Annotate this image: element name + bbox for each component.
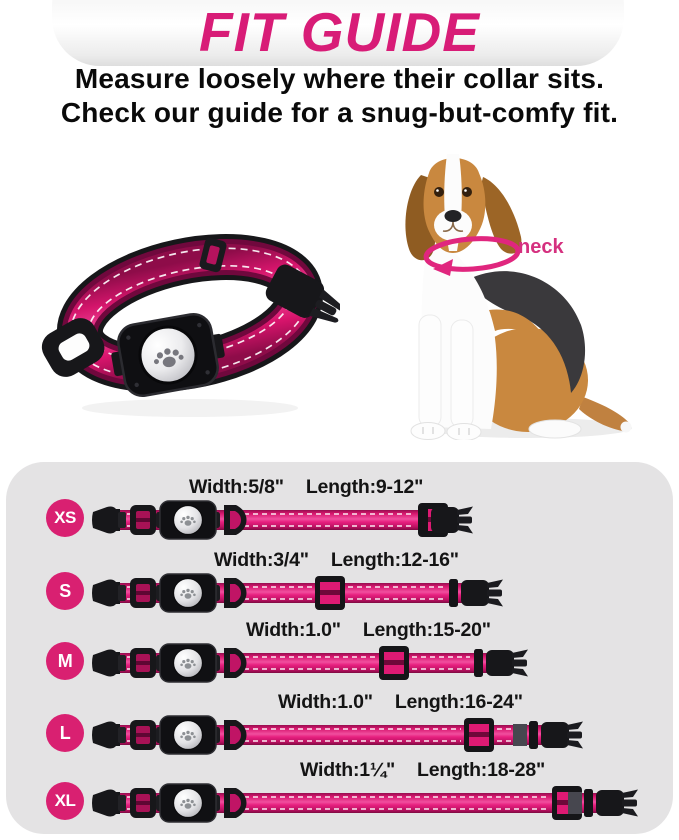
length-label-l: Length:16-24": [394, 691, 523, 713]
width-label-xl: Width:1¼": [300, 759, 396, 781]
collar-illustration-l: [92, 715, 585, 755]
dog-photo: [383, 145, 638, 440]
size-badge-xs: XS: [46, 499, 84, 537]
size-row-l: [6, 691, 673, 761]
collar-illustration-m: [92, 643, 530, 683]
width-label-l: Width:1.0": [278, 691, 373, 713]
collar-product-image: [40, 225, 340, 420]
size-chart-panel: [6, 462, 673, 834]
length-label-xs: Length:9-12": [305, 476, 424, 498]
size-row-xl: [6, 759, 673, 829]
size-row-s: [6, 549, 673, 619]
length-label-m: Length:15-20": [362, 619, 491, 641]
length-label-s: Length:12-16": [330, 549, 459, 571]
width-label-s: Width:3/4": [214, 549, 309, 571]
size-row-m: [6, 619, 673, 689]
collar-shadow: [82, 399, 298, 417]
subtitle-line-2: Check our guide for a snug-but-comfy fit.: [60, 97, 619, 129]
width-label-xs: Width:5/8": [189, 476, 284, 498]
size-badge-xl: XL: [46, 782, 84, 820]
subtitle-line-1: Measure loosely where their collar sits.: [74, 63, 605, 94]
collar-illustration-s: [92, 573, 505, 613]
size-badge-m: M: [46, 642, 84, 680]
collar-illustration-xs: [92, 500, 475, 540]
size-badge-s: S: [46, 572, 84, 610]
width-label-m: Width:1.0": [246, 619, 341, 641]
size-row-xs: [6, 476, 673, 546]
neck-label: neck: [518, 236, 564, 258]
collar-illustration-xl: [92, 783, 640, 823]
subtitle: [0, 62, 679, 130]
length-label-xl: Length:18-28": [417, 759, 546, 781]
page-title: FIT GUIDE: [199, 1, 480, 63]
size-badge-l: L: [46, 714, 84, 752]
